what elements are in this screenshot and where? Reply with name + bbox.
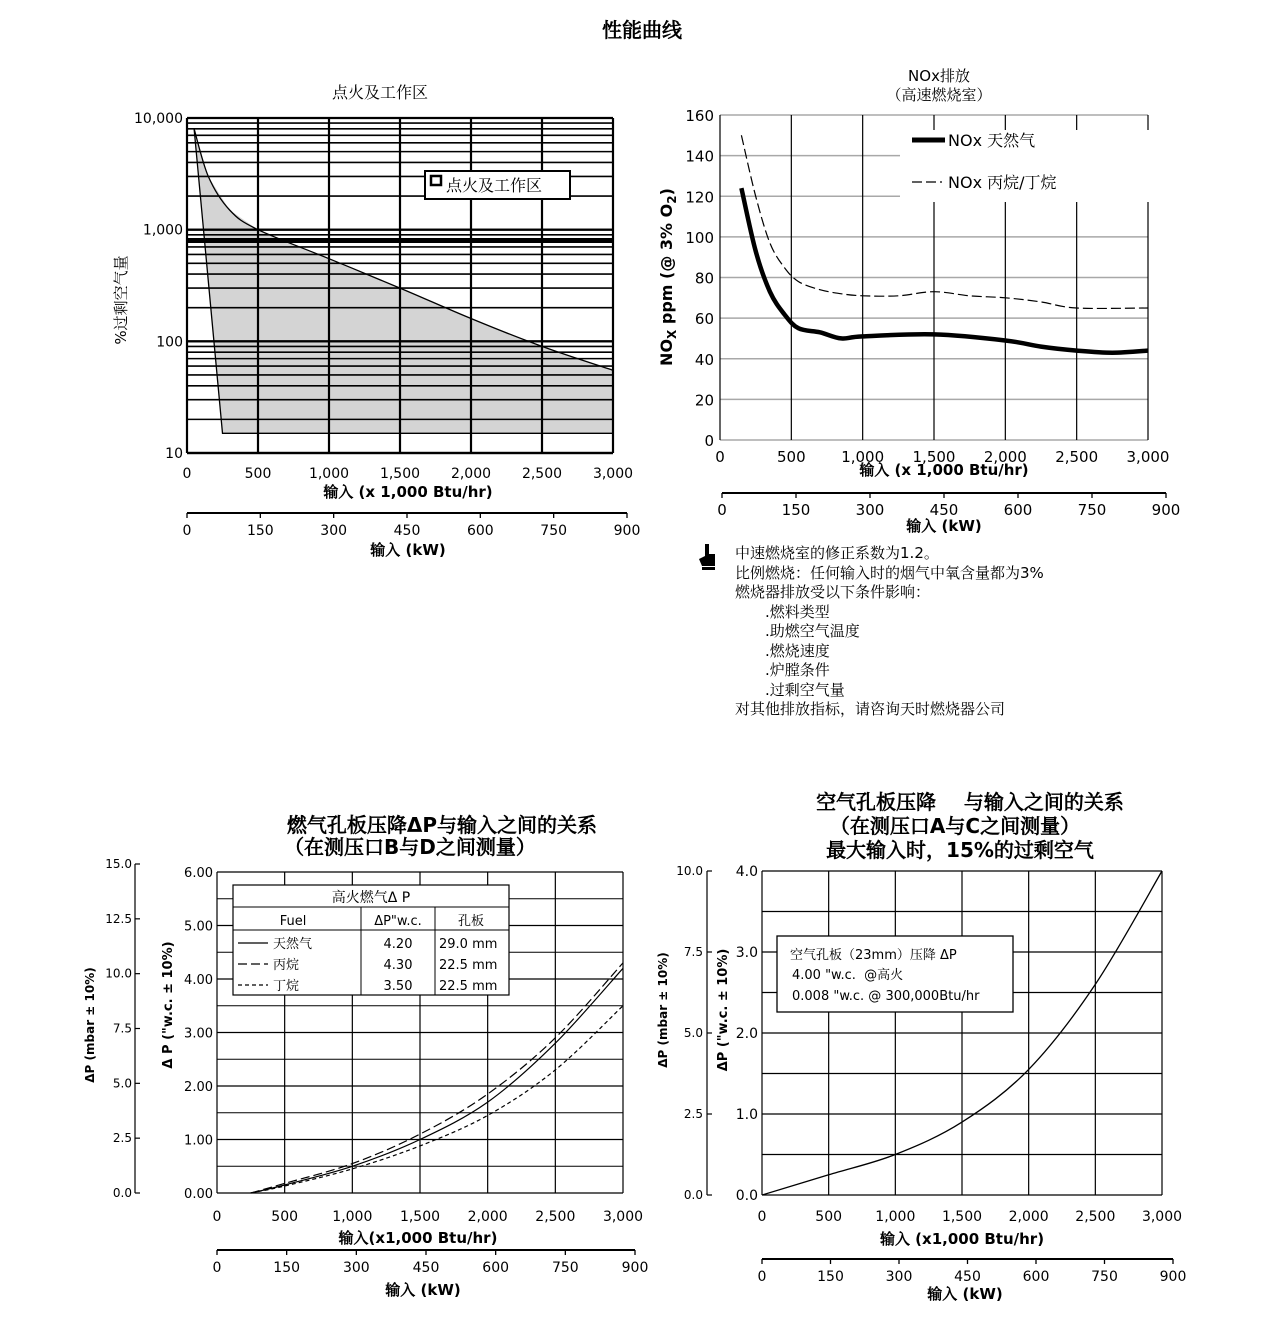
series-line-propane [251,963,623,1193]
x-tick-label: 2,500 [535,1209,576,1225]
note-item: .助燃空气温度 [765,622,860,640]
note-footer: 对其他排放指标，请咨询天时燃烧器公司 [735,700,1006,718]
table-cell: 4.20 [383,937,413,952]
mbar-tick-label: 0.0 [683,1188,703,1202]
x-tick-label: 0 [182,466,192,482]
x-tick-label: 2,000 [1008,1209,1049,1225]
kw-tick-label: 0 [182,523,192,539]
gas-orifice-pressure-chart [80,805,660,1305]
kw-tick-label: 150 [246,523,274,539]
legend-label: NOx 天然气 [948,131,1036,150]
x-tick-label: 1,500 [379,466,421,482]
kw-tick-label: 900 [613,523,641,539]
legend-label: 点火及工作区 [446,176,543,195]
chart-subtitle-2: 最大输入时，15%的过剩空气 [826,838,1094,862]
x-tick-label: 2,000 [467,1209,508,1225]
y-axis-label-mbar: ΔP (mbar ± 10%) [83,967,97,1083]
kw-axis-label: 输入 (kW) [370,541,446,559]
x-axis-label: 输入 (x1,000 Btu/hr) [879,1230,1045,1248]
kw-tick-label: 900 [621,1260,649,1276]
kw-tick-label: 900 [1151,501,1180,519]
y-tick-label: 2.00 [184,1080,213,1095]
x-axis-label: 输入(x1,000 Btu/hr) [338,1229,498,1247]
kw-tick-label: 300 [342,1260,370,1276]
x-tick-label: 0 [212,1209,222,1225]
x-tick-label: 0 [715,448,725,466]
x-tick-label: 500 [777,448,806,466]
kw-tick-label: 150 [781,501,811,519]
y-tick-label: 1.00 [184,1133,213,1149]
y-tick-label: 4.00 [184,973,213,988]
y-tick-label: 10 [165,446,183,462]
pointing-hand-icon [696,542,718,570]
series-line-butane [251,1006,623,1193]
kw-tick-label: 750 [1091,1269,1118,1285]
table-cell: 29.0 mm [439,937,498,952]
y-tick-label: 3.00 [184,1026,213,1042]
x-tick-label: 2,500 [1055,448,1099,466]
chart-subtitle: （在测压口A与C之间测量） [829,814,1081,838]
y-tick-label: 5.00 [184,919,213,935]
y-tick-label: 0 [704,432,714,450]
y-tick-label: 140 [685,147,714,166]
chart-title: NOx排放 [908,67,970,85]
legend-swatch [431,176,441,185]
air-orifice-pressure-chart [655,785,1195,1310]
x-tick-label: 2,500 [1075,1209,1116,1225]
kw-axis [183,513,641,539]
kw-tick-label: 0 [757,1269,767,1285]
plot-area [676,864,1182,1225]
mbar-tick-label: 2.5 [112,1131,132,1146]
y-tick-label: 6.00 [184,866,213,881]
x-tick-label: 1,500 [399,1209,441,1225]
note-item: .燃烧速度 [765,641,830,660]
kw-tick-label: 600 [1022,1269,1050,1285]
kw-tick-label: 750 [540,523,568,539]
y-axis-label-wc: ΔP ("w.c. ± 10%) [716,948,731,1072]
mbar-tick-label: 7.5 [112,1021,132,1036]
kw-tick-label: 600 [482,1260,510,1276]
x-tick-label: 500 [271,1209,299,1225]
kw-axis-label: 输入 (kW) [927,1285,1003,1303]
chart-subtitle: （在测压口B与D之间测量） [284,835,536,859]
mbar-tick-label: 2.5 [683,1107,703,1121]
legend-label: NOx 丙烷/丁烷 [948,173,1057,192]
legend [900,130,1168,202]
table-cell: 3.50 [383,979,413,994]
note-line: 中速燃烧室的修正系数为1.2。 [735,544,939,562]
chart-title: 空气孔板压降 与输入之间的关系 [816,790,1124,814]
legend [425,171,570,199]
x-tick-label: 2,500 [521,466,563,482]
table-cell: 4.30 [383,958,413,973]
y-tick-label: 60 [694,310,714,329]
chart-subtitle: （高速燃烧室） [886,86,992,104]
x-tick-label: 1,500 [941,1209,983,1225]
table-cell: 22.5 mm [439,979,498,994]
y-tick-label: 0.0 [735,1188,758,1204]
kw-tick-label: 450 [412,1260,440,1276]
x-tick-label: 2,000 [450,466,492,482]
kw-tick-label: 450 [929,501,959,519]
x-tick-label: 0 [757,1209,767,1225]
note-line: 燃烧器排放受以下条件影响： [735,583,931,601]
kw-tick-label: 0 [212,1260,222,1276]
y-tick-label: 80 [694,269,714,288]
note-item: .过剩空气量 [765,680,845,699]
kw-axis-label: 输入 (kW) [906,517,982,535]
x-tick-label: 1,000 [332,1209,373,1225]
y-axis-label-mbar: ΔP (mbar ± 10%) [656,952,670,1068]
mbar-tick-label: 0.0 [112,1186,132,1200]
x-tick-label: 1,000 [308,466,350,482]
kw-tick-label: 600 [1003,501,1033,519]
table-title: 高火燃气Δ P [331,890,411,906]
legend-line: 空气孔板（23mm）压降 ΔP [790,948,957,963]
y-tick-label: 160 [685,107,714,125]
y-tick-label: 1.0 [735,1107,758,1123]
mbar-tick-label: 12.5 [105,911,132,926]
kw-tick-label: 450 [393,523,421,539]
legend-line: 4.00 "w.c. @高火 [792,968,904,983]
note-item: .炉膛条件 [765,661,830,679]
x-axis-label: 输入 (x 1,000 Btu/hr) [323,483,493,501]
x-tick-label: 1,000 [875,1209,916,1225]
notes-block [735,544,1044,720]
mbar-tick-label: 5.0 [112,1076,132,1091]
kw-axis [213,1250,649,1276]
mbar-tick-label: 10.0 [676,864,703,878]
x-axis-label: 输入 (x 1,000 Btu/hr) [859,461,1029,479]
table-cell: 丁烷 [273,979,300,994]
kw-tick-label: 300 [320,523,348,539]
mbar-tick-label: 10.0 [105,966,132,981]
series-line-natural-gas [741,188,1148,353]
fuel-table [233,885,509,995]
kw-axis-label: 输入 (kW) [385,1281,461,1299]
kw-tick-label: 450 [954,1269,981,1285]
kw-tick-label: 300 [855,501,885,519]
page-title: 性能曲线 [602,18,682,42]
note-item: .燃料类型 [765,602,830,621]
kw-tick-label: 150 [817,1269,844,1285]
y-tick-label: 100 [156,334,183,351]
legend-box [777,936,1013,1012]
y-axis-label-wc: Δ P ("w.c. ± 10%) [161,941,176,1069]
x-tick-label: 3,000 [1141,1209,1183,1225]
table-header: ΔP"w.c. [374,914,422,929]
kw-tick-label: 750 [1077,501,1107,519]
kw-tick-label: 150 [273,1260,301,1276]
mbar-tick-label: 5.0 [683,1026,703,1040]
mbar-tick-label: 15.0 [105,857,132,871]
x-tick-label: 500 [815,1209,843,1225]
plot-area [134,111,633,482]
y-axis-label: %过剩空气量 [112,255,130,345]
x-tick-label: 3,000 [1126,448,1170,466]
y-tick-label: 4.0 [735,864,758,880]
kw-tick-label: 0 [717,501,727,519]
x-tick-label: 1,000 [841,448,885,466]
kw-tick-label: 900 [1159,1269,1187,1285]
y-tick-label: 10,000 [134,111,183,127]
y-tick-label: 120 [685,188,714,207]
y-tick-label: 3.0 [735,945,758,961]
table-cell: 丙烷 [273,958,300,973]
y-tick-label: 2.0 [735,1026,758,1042]
y-tick-label: 1,000 [142,222,183,239]
kw-axis [717,493,1180,519]
chart-title: 点火及工作区 [331,83,429,102]
kw-tick-label: 600 [466,523,494,539]
x-tick-label: 3,000 [592,466,634,482]
y-tick-label: 100 [685,228,714,247]
series-line-natural-gas [251,968,623,1193]
table-cell: 天然气 [273,937,313,952]
mbar-tick-label: 7.5 [683,945,703,959]
x-tick-label: 500 [244,466,272,482]
legend-line: 0.008 "w.c. @ 300,000Btu/hr [792,989,980,1004]
kw-tick-label: 300 [885,1269,913,1285]
y-tick-label: 40 [694,350,714,369]
note-line: 比例燃烧：任何输入时的烟气中氧含量都为3% [735,563,1044,582]
x-tick-label: 2,000 [983,448,1027,466]
y-tick-label: 0.00 [184,1187,213,1202]
x-tick-label: 3,000 [602,1209,644,1225]
chart-title: 燃气孔板压降ΔP与输入之间的关系 [286,813,598,837]
nox-emissions-chart [650,62,1180,542]
table-header: 孔板 [458,914,485,929]
kw-axis [758,1259,1187,1285]
ignition-zone-chart [90,75,660,565]
y-axis-label: $NO_X$ ppm (@ 3% $O_2$) [657,188,679,366]
x-tick-label: 1,500 [912,448,956,466]
y-tick-label: 20 [694,391,714,410]
kw-tick-label: 750 [551,1260,579,1276]
table-header: Fuel [279,914,307,929]
table-cell: 22.5 mm [439,958,498,973]
